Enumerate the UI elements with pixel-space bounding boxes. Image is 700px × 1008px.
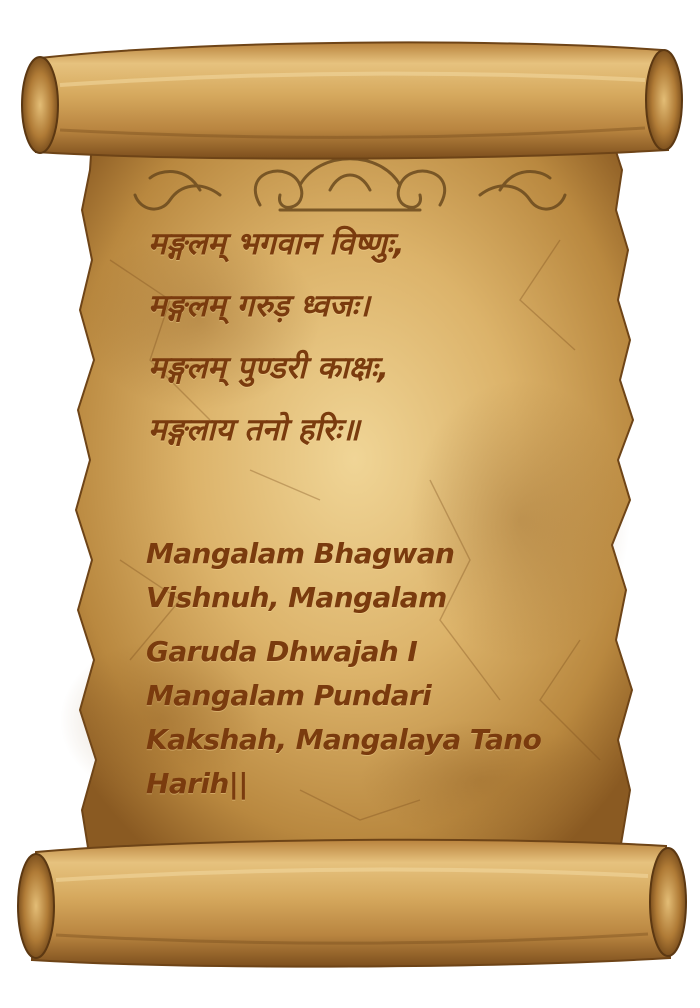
transliteration-line-5: Kakshah, Mangalaya Tano xyxy=(146,723,542,756)
sanskrit-line-1: मङ्गलम् भगवान विष्णुः, xyxy=(148,226,405,262)
transliteration-line-6: Harih|| xyxy=(146,767,248,800)
transliteration-line-1: Mangalam Bhagwan xyxy=(146,537,455,570)
sanskrit-verse xyxy=(148,218,618,466)
transliteration-line-3: Garuda Dhwajah I xyxy=(146,635,418,668)
sanskrit-line-3: मङ्गलम् पुण्डरी काक्षः, xyxy=(148,350,390,386)
transliteration-verse xyxy=(146,534,616,808)
top-scroll-roll xyxy=(22,42,682,158)
sanskrit-line-4: मङ्गलाय तनो हरिः॥ xyxy=(148,412,360,448)
bottom-scroll-roll xyxy=(18,840,686,967)
transliteration-line-4: Mangalam Pundari xyxy=(146,679,432,712)
sanskrit-line-2: मङ्गलम् गरुड़ ध्वजः। xyxy=(148,288,370,324)
transliteration-line-2: Vishnuh, Mangalam xyxy=(146,581,447,614)
